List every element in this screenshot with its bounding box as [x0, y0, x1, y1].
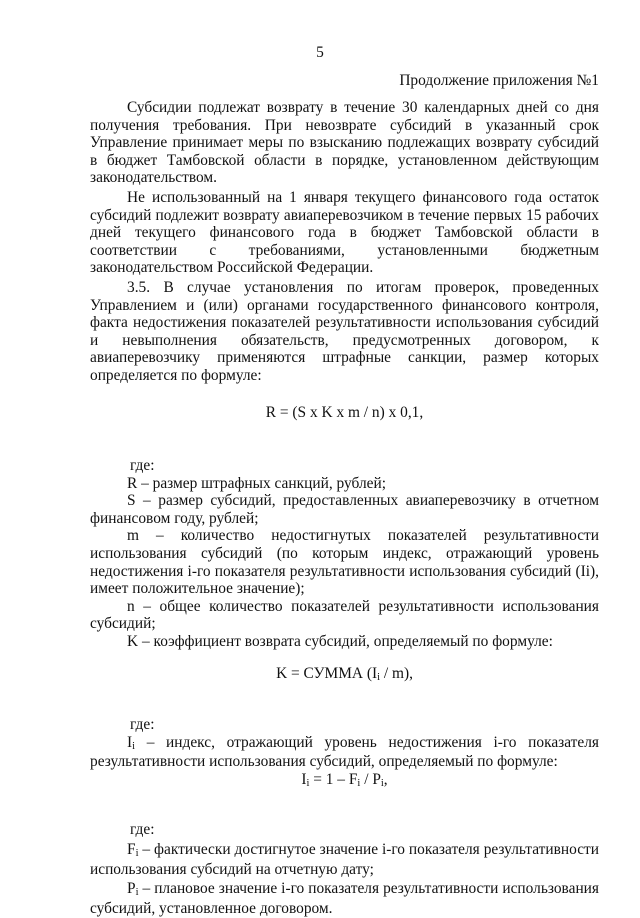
definition-m: m – количество недостигнутых показателей результативности использования субсидий (по которым индекс, отражающий уровень недостижения i-го показателя результативности использования субсидий (Ii), имеет положительное значение); — [90, 527, 599, 598]
where-label-3: где: — [130, 820, 155, 838]
formula-penalty: R = (S x K x m / n) x 0,1, — [265, 403, 424, 421]
where-label-2: где: — [130, 716, 155, 734]
paragraph-unused-balance: Не использованный на 1 января текущего финансового года остаток субсидий подлежит возврату авиаперевозчиком в течение первых 15 рабочих дней текущего финансового года в бюджет Тамбовской области в соответствии с требованиями, установленными бюджетным законодательством Российской Федерации. — [90, 188, 599, 277]
definition-i: Ii – индекс, отражающий уровень недостижения i-го показателя результативности использования субсидий, определяемый по формуле: — [90, 733, 599, 771]
definition-n: n – общее количество показателей результативности использования субсидий; — [90, 597, 599, 633]
definition-p: Pi – плановое значение i-го показателя результативности использования субсидий, установленное договором. — [90, 880, 599, 917]
definition-s: S – размер субсидий, предоставленных авиаперевозчику в отчетном финансовом году, рублей; — [90, 492, 599, 527]
formula-coefficient: K = СУММА (Ii / m), — [276, 664, 413, 683]
document-body — [90, 99, 599, 918]
definition-r: R – размер штрафных санкций, рублей; — [127, 474, 386, 492]
paragraph-refund-deadline: Субсидии подлежат возврату в течение 30 календарных дней со дня получения требования. При невозврате субсидий в указанный срок Управление принимает меры по взысканию подлежащих возврату субсидий в бюджет Тамбовской области в порядке, установленном действующим законодательством. — [90, 99, 599, 187]
formula-index: Ii = 1 – Fi / Pi, — [301, 771, 388, 789]
where-label-1: где: — [130, 457, 155, 475]
paragraph-3-5: 3.5. В случае установления по итогам проверок, проведенных Управлением и (или) органами государственного финансового контроля, факта недостижения показателей результативности использования субсидий и невыполнения обязательств, предусмотренных договором, к авиаперевозчику применяются штрафные санкции, размер которых определяется по формуле: — [90, 278, 599, 384]
appendix-header: Продолжение приложения №1 — [399, 72, 599, 89]
definition-f: Fi – фактически достигнутое значение i-го показателя результативности использования субсидий на отчетную дату; — [90, 841, 599, 878]
definition-k: K – коэффициент возврата субсидий, определяемый по формуле: — [127, 633, 553, 651]
page-number: 5 — [316, 44, 324, 61]
